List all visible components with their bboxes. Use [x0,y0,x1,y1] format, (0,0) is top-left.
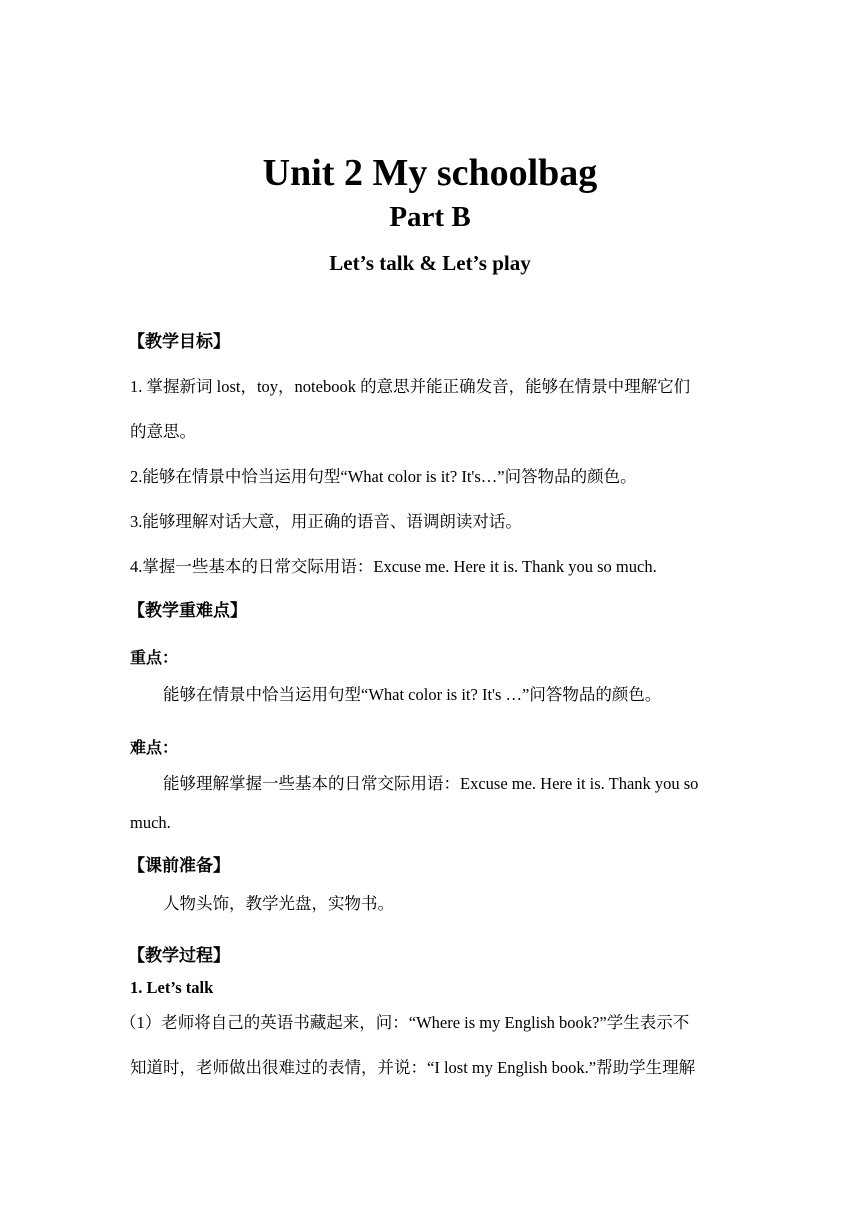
step-1-line-2: 知道时，老师做出很难过的表情，并说：“I lost my English book.”帮助学生理解 [130,1058,696,1077]
focus-label: 重点： [130,648,179,667]
step-1-line-1: （1）老师将自己的英语书藏起来，问：“Where is my English book?”学生表示不 [120,1013,690,1032]
preparation-text: 人物头饰，教学光盘，实物书。 [163,894,394,913]
lesson-title: Let’s talk & Let’s play [329,251,531,275]
preparation-heading: 【课前准备】 [128,856,230,876]
difficulty-line-2: much. [130,813,171,832]
objectives-heading: 【教学目标】 [128,332,230,352]
focus-text: 能够在情景中恰当运用句型“What color is it? It's …”问答物品的颜色。 [163,685,662,704]
key-points-heading: 【教学重难点】 [128,601,247,621]
objective-3: 3.能够理解对话大意，用正确的语音、语调朗读对话。 [130,512,522,531]
section-lets-talk: 1. Let’s talk [130,978,214,997]
document-subtitle: Part B [389,201,471,233]
objective-2: 2.能够在情景中恰当运用句型“What color is it? It's…”问答物品的颜色。 [130,467,637,486]
difficulty-label: 难点： [130,738,179,757]
document-title: Unit 2 My schoolbag [262,152,598,194]
objective-1-line-2: 的意思。 [130,422,196,441]
difficulty-line-1: 能够理解掌握一些基本的日常交际用语：Excuse me. Here it is. Thank you so [163,774,699,793]
objective-1-line-1: 1. 掌握新词 lost，toy，notebook 的意思并能正确发音，能够在情景中理解它们 [130,377,691,396]
objective-4: 4.掌握一些基本的日常交际用语：Excuse me. Here it is. Thank you so much. [130,557,657,576]
process-heading: 【教学过程】 [128,946,230,966]
